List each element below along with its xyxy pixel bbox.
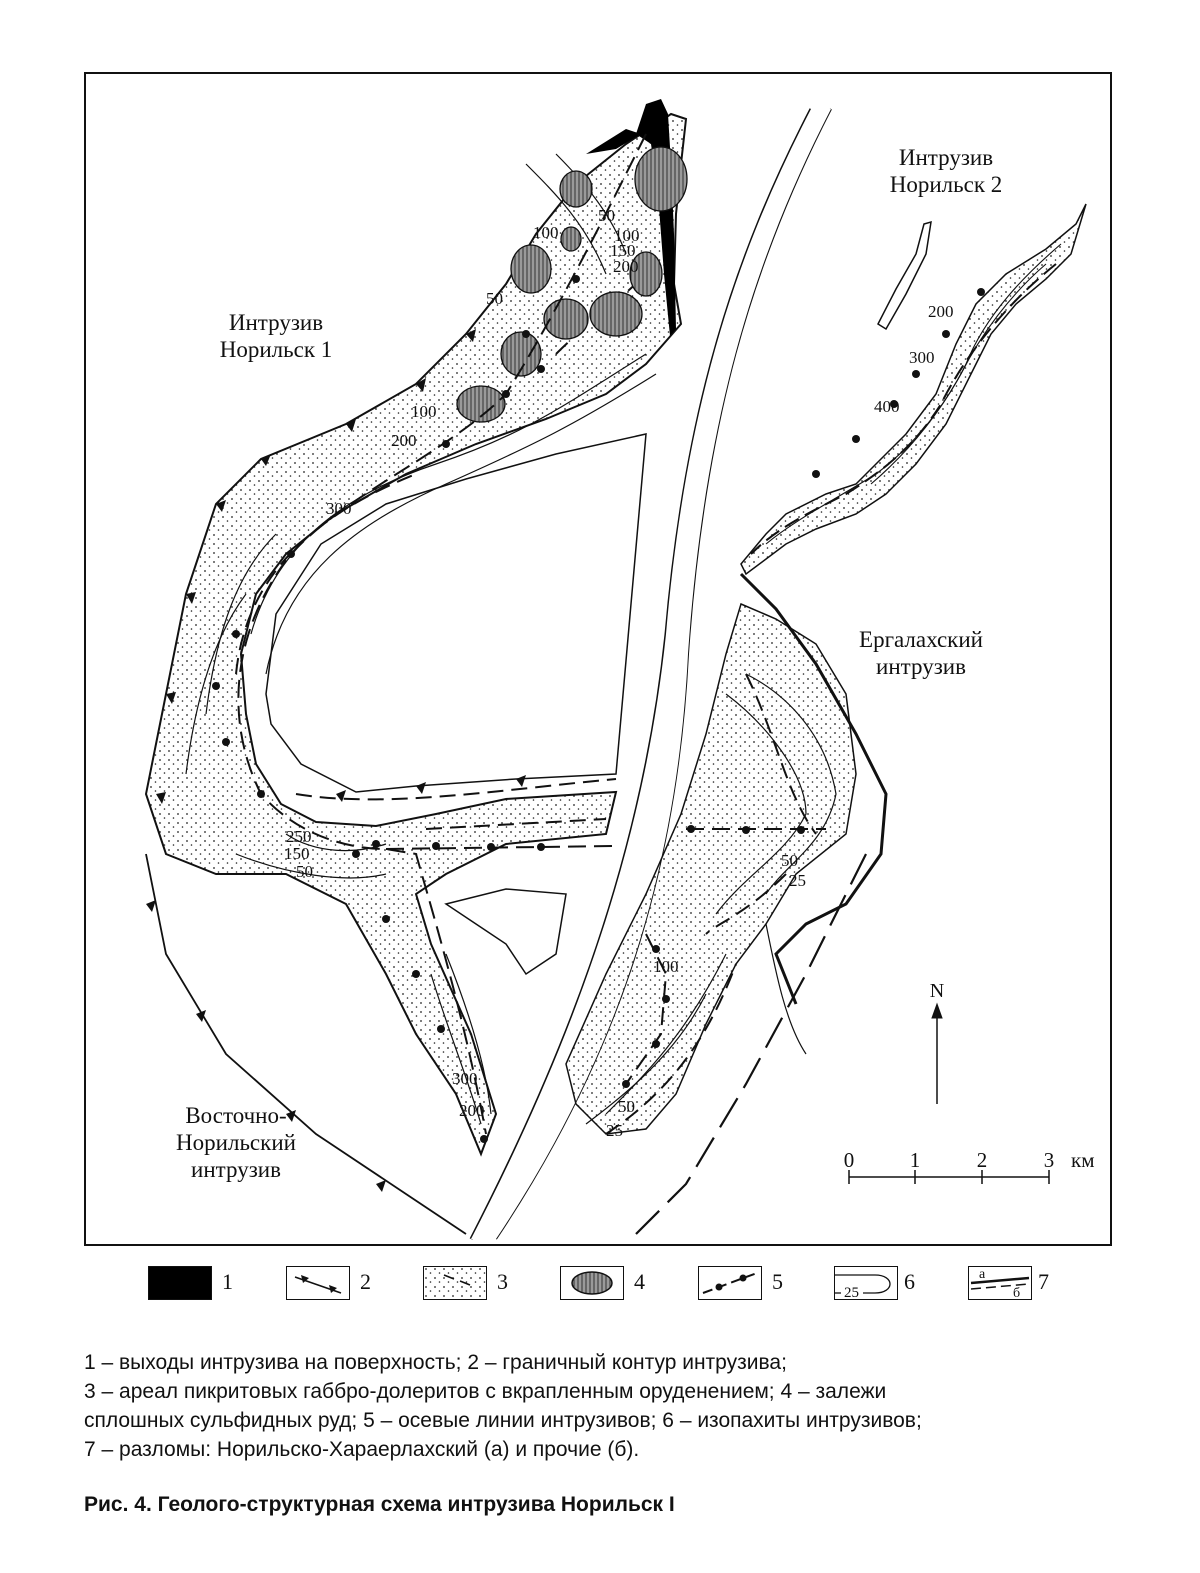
legend-num: 7 — [1038, 1269, 1049, 1294]
iso-label: 50 — [618, 1097, 635, 1116]
north-arrow-icon — [932, 1004, 942, 1104]
isopach-swatch-label: 25 — [844, 1285, 859, 1299]
legend-num: 2 — [360, 1269, 371, 1294]
caption — [84, 1348, 1144, 1464]
caption-line: 1 – выходы интрузива на поверхность; 2 – граничный контур интрузива; — [84, 1351, 787, 1374]
map-frame — [84, 72, 1112, 1246]
faults-swatch-icon — [968, 1266, 1032, 1300]
legend-num: 1 — [222, 1269, 233, 1294]
label-norilsk2 — [856, 144, 1036, 198]
scale-tick-0: 0 — [843, 1148, 855, 1172]
legend-num: 5 — [772, 1269, 783, 1294]
hatched-ellipse-swatch-icon — [560, 1266, 624, 1300]
caption-line: 3 – ареал пикритовых габбро-долеритов с вкрапленным оруденением; 4 – залежи — [84, 1380, 887, 1403]
iso-label: 200 — [928, 302, 954, 321]
isopach-swatch-icon — [834, 1266, 898, 1300]
norilsk2-spur — [878, 222, 931, 329]
iso-label: 100 — [533, 223, 559, 242]
iso-label: 300 — [452, 1069, 478, 1088]
label-line: интрузив — [876, 654, 966, 679]
fault-a-label: а — [979, 1267, 986, 1282]
label-line: Норильский — [176, 1130, 296, 1155]
iso-label: 50 — [296, 862, 313, 881]
iso-label: 300 — [326, 499, 352, 518]
label-line: Интрузив — [898, 145, 994, 170]
caption-line: 7 – разломы: Норильско-Хараерлахский (а) и прочие (б). — [84, 1438, 640, 1461]
label-line: Норильск 1 — [219, 337, 333, 362]
legend-num: 4 — [634, 1269, 645, 1294]
label-line: Восточно- — [185, 1103, 287, 1128]
scale-unit: км — [1071, 1148, 1095, 1172]
iso-label: 400 — [874, 397, 900, 416]
scale-tick-1: 1 — [909, 1148, 921, 1172]
label-ergalakh — [836, 626, 1006, 680]
iso-label: 50 — [598, 206, 615, 225]
iso-label: 100 — [653, 957, 679, 976]
axial-line-swatch-icon — [698, 1266, 762, 1300]
caption-line: сплошных сульфидных руд; 5 – осевые линии интрузивов; 6 – изопахиты интрузивов; — [84, 1409, 922, 1432]
boundary-ticks-swatch-icon — [286, 1266, 350, 1300]
iso-label: 100 — [614, 226, 640, 245]
label-norilsk1 — [186, 309, 366, 363]
dotted-swatch-icon — [423, 1266, 487, 1300]
iso-label: 25 — [606, 1121, 623, 1140]
iso-label: 200 — [613, 257, 639, 276]
black-fill-swatch-icon — [148, 1266, 212, 1300]
north-arrow-label: N — [929, 980, 945, 1002]
scale-tick-3: 3 — [1043, 1148, 1055, 1172]
iso-label: 50 — [781, 851, 798, 870]
iso-label: 300 — [909, 348, 935, 367]
label-line: Норильск 2 — [889, 172, 1003, 197]
iso-label: 100 — [411, 402, 437, 421]
iso-label: 25 — [789, 871, 806, 890]
label-vostochno — [146, 1102, 326, 1183]
iso-label: 200 — [391, 431, 417, 450]
scale-bar — [849, 1170, 1049, 1184]
iso-label: 150 — [610, 241, 636, 260]
label-line: Интрузив — [228, 310, 324, 335]
iso-label: 150 — [284, 844, 310, 863]
label-line: Ергалахский — [859, 627, 983, 652]
figure-title: Рис. 4. Геолого-структурная схема интрузива Норильск I — [84, 1493, 675, 1516]
iso-label: 200 — [459, 1101, 485, 1120]
label-line: интрузив — [191, 1157, 281, 1182]
legend — [148, 1263, 1068, 1305]
iso-label: 250 — [286, 827, 312, 846]
legend-num: 6 — [904, 1269, 915, 1294]
iso-label: 50 — [486, 289, 503, 308]
n1-notch — [446, 889, 566, 974]
fault-b-label: б — [1013, 1286, 1021, 1299]
scale-tick-2: 2 — [976, 1148, 988, 1172]
legend-num: 3 — [497, 1269, 508, 1294]
